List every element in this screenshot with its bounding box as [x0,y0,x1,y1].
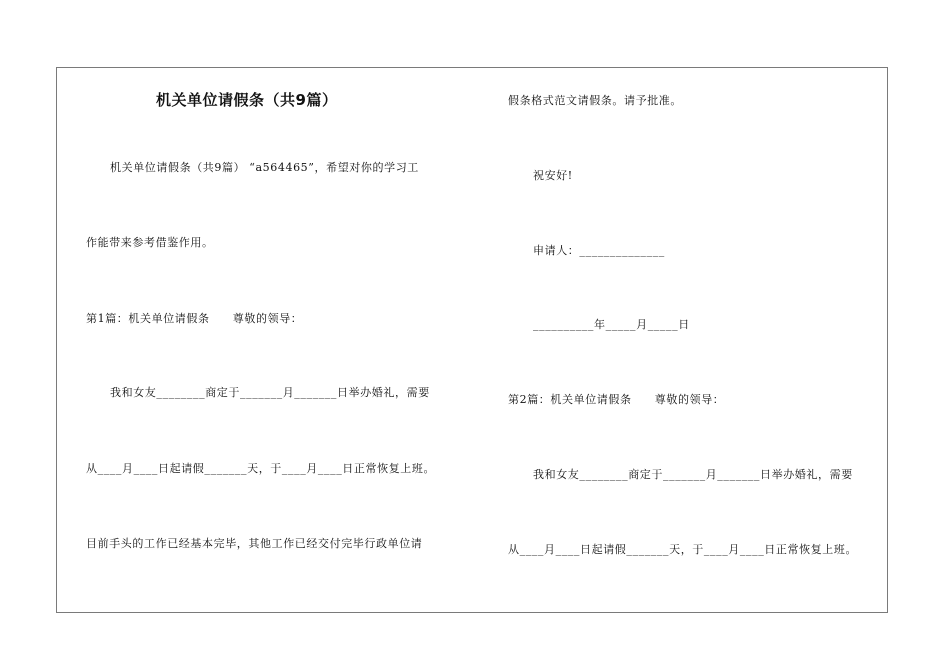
right-line-1: 假条格式范文请假条。请予批准。 [508,94,682,107]
right-line-6: 我和女友________商定于_______月_______日举办婚礼，需要 [533,468,853,481]
right-line-7: 从____月____日起请假_______天，于____月____日正常恢复上班。 [508,543,858,556]
left-line-6: 目前手头的工作已经基本完毕，其他工作已经交付完毕行政单位请 [86,537,423,550]
right-line-2: 祝安好! [533,169,573,182]
document-title: 机关单位请假条（共9篇） [156,91,338,109]
left-line-2: 作能带来参考借鉴作用。 [86,236,214,249]
left-line-4: 我和女友________商定于_______月_______日举办婚礼，需要 [110,386,430,399]
page-frame [56,67,888,613]
left-line-5: 从____月____日起请假_______天，于____月____日正常恢复上班。 [86,462,436,475]
right-line-3: 申请人：______________ [533,244,665,257]
right-line-4: __________年_____月_____日 [533,318,690,331]
right-section-heading-2: 第2篇：机关单位请假条 尊敬的领导： [508,393,725,406]
left-section-heading-1: 第1篇：机关单位请假条 尊敬的领导： [86,312,303,325]
left-line-1: 机关单位请假条（共9篇） “a564465”，希望对你的学习工 [110,161,419,174]
